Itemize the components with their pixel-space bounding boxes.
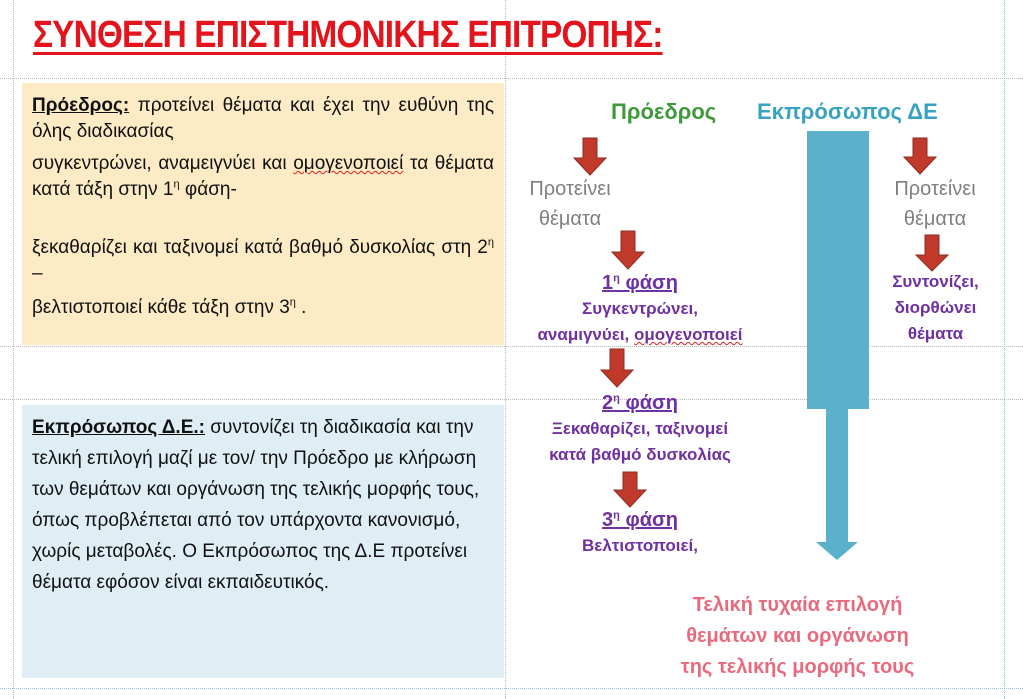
phase-3-block	[505, 507, 775, 559]
phase-3-word: φάση	[619, 509, 678, 531]
phase-1-line2b: ομογενοποιεί	[634, 325, 743, 344]
president-proposes	[505, 174, 635, 234]
final-line2: θεμάτων και οργάνωση	[686, 625, 909, 647]
down-arrow-to-phase2	[601, 349, 633, 387]
phase-3-sup: η	[613, 509, 620, 522]
rep-coord-line3: θέματα	[907, 324, 964, 343]
phase-3-heading	[505, 507, 775, 533]
phase-1-line1: Συγκεντρώνει,	[582, 299, 698, 318]
phase-2-heading	[505, 390, 775, 416]
rep-proposes-line2: θέματα	[903, 208, 967, 230]
slide-title: ΣΥΝΘΕΣΗ ΕΠΙΣΤΗΜΟΝΙΚΗΣ ΕΠΙΤΡΟΠΗΣ:	[33, 14, 663, 56]
rep-flow-shaft	[826, 409, 848, 544]
president-text-3b: –	[32, 263, 43, 284]
phase-2-word: φάση	[619, 392, 678, 414]
phase-3-line1: Βελτιστοποιεί,	[582, 536, 698, 555]
final-line1: Τελική τυχαία επιλογή	[692, 594, 903, 616]
phase-2-sup: η	[613, 392, 620, 405]
rep-text: συντονίζει τη διαδικασία και την τελική επιλογή μαζί με τον/ την Πρόεδρο με κλήρωση των θεμάτων και οργάνωση της τελικής μορφής τους, όπως προβλέπεται από τον υπάρχοντα κανονισμό, χωρίς μεταβολές. Ο Εκπρόσωπος της Δ.Ε προτείνει θέματα εφόσον είναι εκπαιδευτικός.	[32, 417, 480, 593]
president-text-2a: συγκεντρώνει, αναμειγνύει και	[32, 153, 294, 174]
rep-coord-line1: Συντονίζει,	[892, 272, 979, 291]
phase-2-line1: Ξεκαθαρίζει, ταξινομεί	[551, 419, 729, 438]
phase-1-num: 1	[602, 272, 614, 294]
president-sup-3: η	[487, 236, 494, 249]
down-arrow-rep	[904, 138, 936, 174]
president-proposes-line2: θέματα	[538, 208, 602, 230]
president-text-3a: ξεκαθαρίζει και ταξινομεί κατά βαθμό δυσκολίας στη 2	[32, 237, 488, 258]
rep-label: Εκπρόσωπος Δ.Ε.:	[32, 417, 205, 438]
phase-1-word: φάση	[619, 272, 678, 294]
president-text-4b: .	[295, 297, 307, 318]
president-text-2d: φάση-	[179, 179, 237, 200]
phase-1-sup: η	[613, 272, 620, 285]
president-text-2b: ομογενοποιεί	[293, 153, 404, 174]
president-column-head: Πρόεδρος	[611, 99, 717, 124]
president-text-2c: τα θέματα κατά τάξη στην 1	[32, 153, 494, 200]
down-arrow-rep-coord	[916, 235, 948, 271]
down-arrow-to-phase3	[614, 472, 646, 507]
phase-1-line2a: αναμιγνύει,	[537, 325, 635, 344]
down-arrow-president	[574, 138, 606, 175]
phase-2-num: 2	[602, 392, 614, 414]
president-text-1: προτείνει θέματα και έχει την ευθύνη της όλης διαδικασίας	[32, 95, 494, 142]
phase-2-block	[505, 390, 775, 468]
phase-1-line2	[505, 322, 775, 348]
president-text-4a: βελτιστοποιεί κάθε τάξη στην 3	[32, 297, 290, 318]
president-label: Πρόεδρος:	[32, 95, 130, 116]
final-selection-text	[620, 590, 975, 683]
rep-flow-bar	[807, 131, 869, 409]
down-arrow-to-phase1	[612, 231, 644, 269]
phase-2-line2: κατά βαθμό δυσκολίας	[549, 445, 731, 464]
final-line3: της τελικής μορφής τους	[680, 656, 915, 678]
rep-proposes	[870, 174, 1000, 234]
phase-1-heading	[505, 270, 775, 296]
rep-column-head: Εκπρόσωπος ΔΕ	[757, 99, 938, 124]
rep-coordinates	[868, 269, 1003, 347]
rep-flow-arrowhead	[816, 542, 858, 560]
president-proposes-line1: Προτείνει	[529, 178, 611, 200]
phase-3-num: 3	[602, 509, 614, 531]
rep-proposes-line1: Προτείνει	[894, 178, 976, 200]
rep-coord-line2: διορθώνει	[894, 298, 977, 317]
president-sup-2: η	[173, 178, 180, 191]
phase-1-block	[505, 270, 775, 348]
president-sup-4: η	[289, 296, 296, 309]
